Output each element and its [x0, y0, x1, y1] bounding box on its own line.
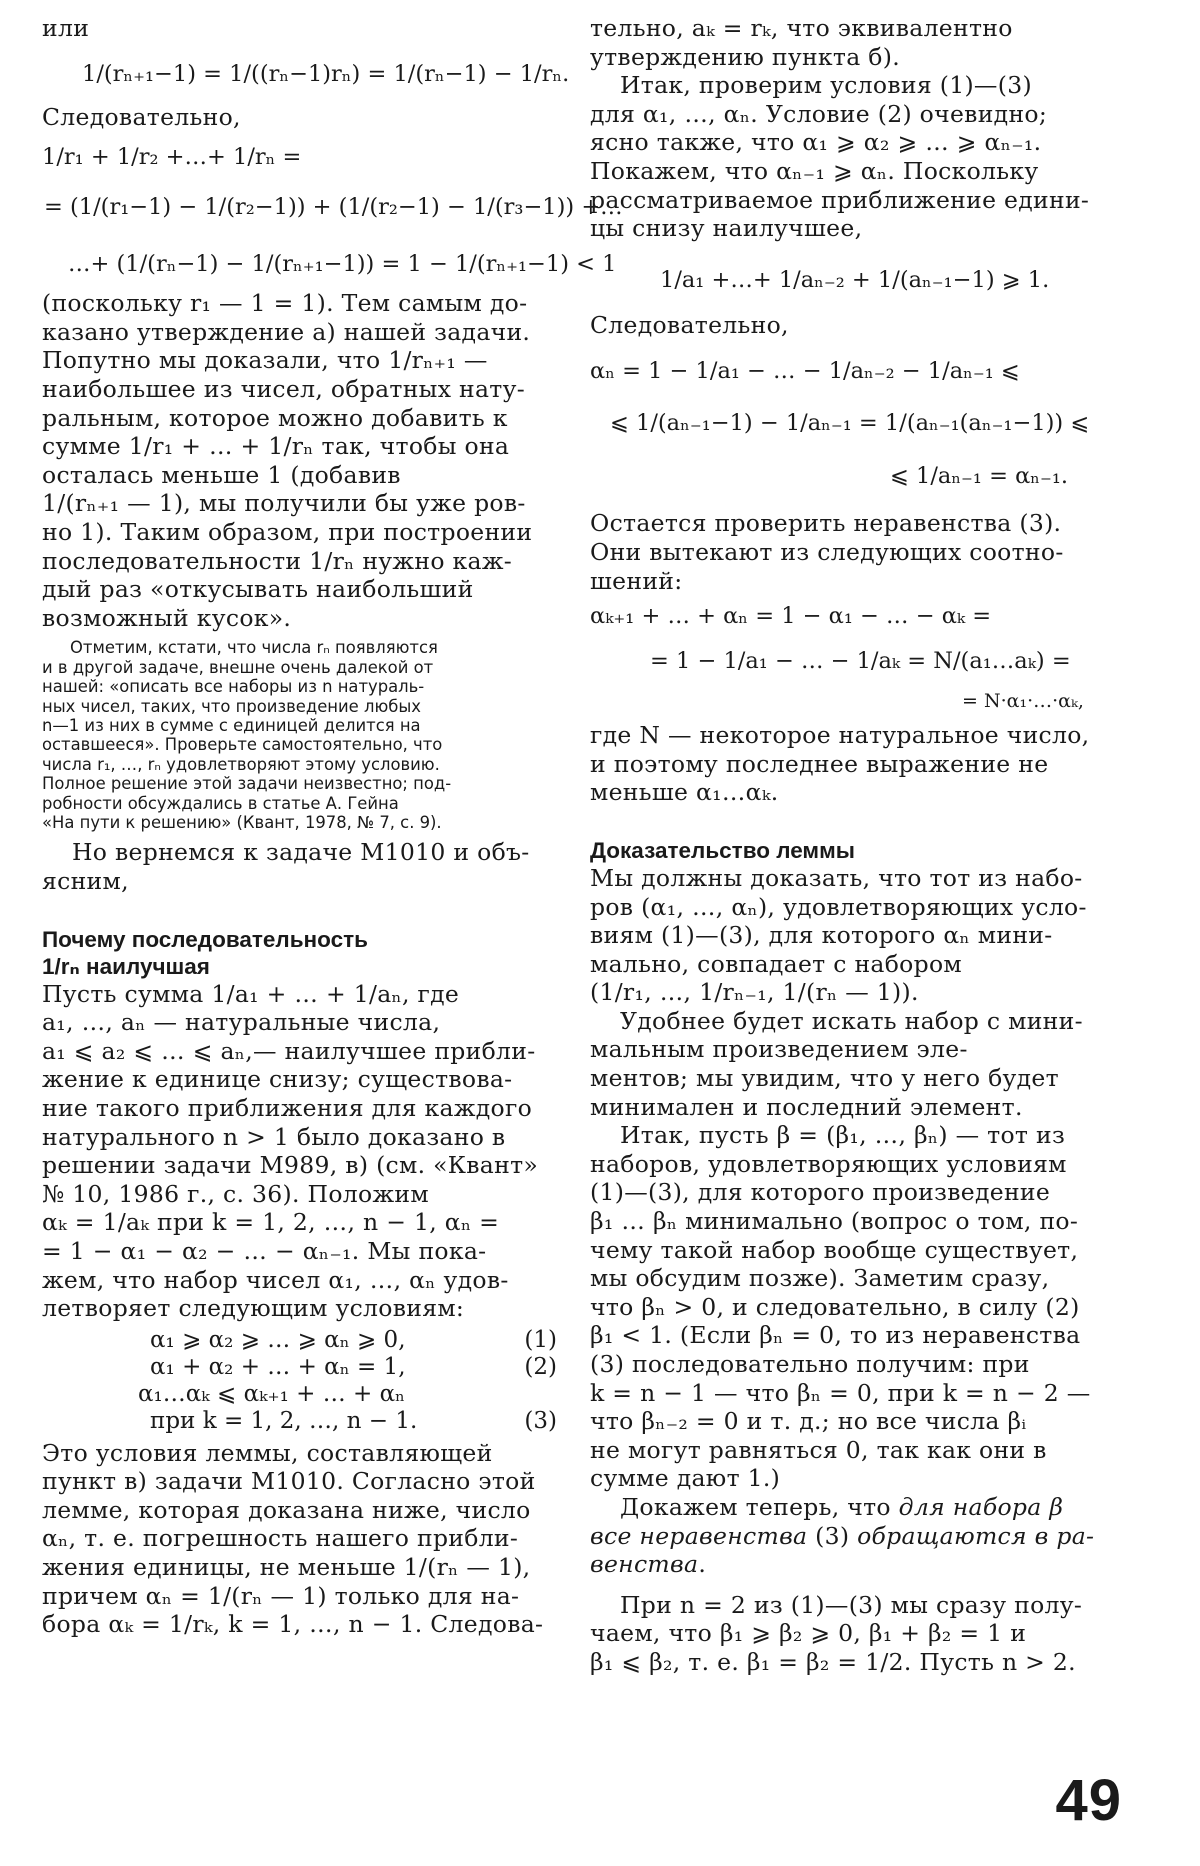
- paragraph-eto-usloviya: Это условия леммы, составляющей пункт в) задачи М1010. Согласно этой лемме, которая доказана ниже, число αₙ, т. е. погрешность нашего прибли- жения единицы, не меньше 1/(rₙ — 1), причем αₙ = 1/(rₙ — 1) только для на- бора αₖ = 1/rₖ, k = 1, …, n − 1. Следова-: [42, 1438, 544, 1639]
- left-column: [42, 14, 623, 1639]
- paragraph-pri-n2: При n = 2 из (1)—(3) мы сразу полу- чаем, что β₁ ⩾ β₂ ⩾ 0, β₁ + β₂ = 1 и β₁ ⩽ β₂, т. е. β₁ = β₂ = 1/2. Пусть n > 2.: [590, 1590, 1083, 1676]
- section-heading-lemma-proof: Доказательство леммы: [590, 837, 855, 863]
- formula-9: αₖ₊₁ + … + αₙ = 1 − α₁ − … − αₖ =: [590, 603, 992, 630]
- text-ili: или: [42, 14, 90, 42]
- paragraph-dokazhem: [590, 1493, 1112, 1579]
- condition-3-text-b: при k = 1, 2, …, n − 1.: [150, 1407, 418, 1434]
- note-paragraph: Отметим, кстати, что числа rₙ появляются и в другой задаче, внешне очень далекой от нашей: «описать все наборы из n натураль- ных чисел, таких, что произведение любых n—1 из них в сумме с единицей делится на оставшееся». Проверьте самостоятельно, что числа r₁, …, rₙ удовлетворяют этому условию. Полное решение этой задачи неизвестно; под- робности обсуждались в статье А. Гейна «На пути к решению» (Квант, 1978, № 7, с. 9).: [42, 638, 452, 832]
- condition-2-number: (2): [524, 1353, 557, 1380]
- paragraph-itak-pust: Итак, пусть β = (β₁, …, βₙ) — тот из наборов, удовлетворяющих условиям (1)—(3), для которого произведение β₁ … βₙ минимально (вопрос о том, по- чему такой набор вообще существует, мы обсудим позже). Заметим сразу, что βₙ > 0, и следовательно, в силу (2) β₁ < 1. (Если βₙ = 0, то из неравенства (3) последовательно получим: при k = n − 1 — что βₙ = 0, при k = n − 2 — что βₙ₋₂ = 0 и т. д.; но все числа βᵢ не могут равняться 0, так как они в сумме дают 1.): [590, 1121, 1091, 1493]
- condition-2: [42, 1354, 557, 1381]
- formula-8: ⩽ 1/aₙ₋₁ = αₙ₋₁.: [890, 462, 1069, 489]
- paragraph-ostaetsya: Остается проверить неравенства (3). Они вытекают из следующих соотно- шений:: [590, 509, 1064, 595]
- condition-3-text-a: α₁…αₖ ⩽ αₖ₊₁ + … + αₙ: [138, 1380, 406, 1407]
- formula-10: = 1 − 1/a₁ − … − 1/aₖ = N/(a₁…aₖ) =: [650, 647, 1071, 674]
- paragraph-pust: Пусть сумма 1/a₁ + … + 1/aₙ, где a₁, …, aₙ — натуральные числа, a₁ ⩽ a₂ ⩽ … ⩽ aₙ,— наилучшее прибли- жение к единице снизу; существова- ние такого приближения для каждого натурального n > 1 было доказано в решении задачи М989, в) (см. «Квант» № 10, 1986 г., с. 36). Положим αₖ = 1/aₖ при k = 1, 2, …, n − 1, αₙ = = 1 − α₁ − α₂ − … − αₙ₋₁. Мы пока- жем, что набор чисел α₁, …, αₙ удов- летворяет следующим условиям:: [42, 979, 539, 1323]
- condition-3-number: (3): [524, 1407, 557, 1434]
- dokazhem-italic-d: обращаются в ра- венства: [590, 1521, 1095, 1579]
- formula-5: 1/a₁ +…+ 1/aₙ₋₂ + 1/(aₙ₋₁−1) ⩾ 1.: [660, 266, 1050, 293]
- formula-3: = (1/(r₁−1) − 1/(r₂−1)) + (1/(r₂−1) − 1/(r₃−1)) +…: [44, 194, 623, 221]
- text-sledovatelno-right: Следовательно,: [590, 311, 789, 340]
- formula-4: …+ (1/(rₙ−1) − 1/(rₙ₊₁−1)) = 1 − 1/(rₙ₊₁−1) < 1: [68, 250, 617, 277]
- condition-3-line-a: [42, 1381, 557, 1408]
- right-column: [590, 14, 1112, 1677]
- text-sledovatelno: Следовательно,: [42, 103, 241, 132]
- dokazhem-italic-b: для набора β все неравенства: [590, 1492, 1064, 1550]
- paragraph-my-dolzhny: Мы должны доказать, что тот из набо- ров (α₁, …, αₙ), удовлетворяющих усло- виям (1)—(3), для которого αₙ мини- мально, совпадает с набором (1/r₁, …, 1/rₙ₋₁, 1/(rₙ — 1)).: [590, 863, 1087, 1007]
- formula-11: = N·α₁·…·αₖ,: [962, 690, 1084, 713]
- paragraph-poskolku: (поскольку r₁ — 1 = 1). Тем самым до- казано утверждение а) нашей задачи. Попутно мы доказали, что 1/rₙ₊₁ — наибольшее из чисел, обратных нату- ральным, которое можно добавить к сумме 1/r₁ + … + 1/rₙ так, чтобы она осталась меньше 1 (добавив 1/(rₙ₊₁ — 1), мы получили бы уже ров- но 1). Таким образом, при построении последовательности 1/rₙ нужно каж- дый раз «откусывать наибольший возможный кусок».: [42, 289, 533, 632]
- condition-1: [42, 1327, 557, 1354]
- section-heading-why-best: Почему последовательность 1/rₙ наилучшая: [42, 926, 368, 979]
- paragraph-itak-proverim: Итак, проверим условия (1)—(3) для α₁, …, αₙ. Условие (2) очевидно; ясно также, что α₁ ⩾ α₂ ⩾ … ⩾ αₙ₋₁. Покажем, что αₙ₋₁ ⩾ αₙ. Поскольку рассматриваемое приближение едини- цы снизу наилучшее,: [590, 71, 1090, 243]
- paragraph-udobnee: Удобнее будет искать набор с мини- мальным произведением эле- ментов; мы увидим, что у него будет минимален и последний элемент.: [590, 1006, 1083, 1121]
- paragraph-gde-n: где N — некоторое натуральное число, и поэтому последнее выражение не меньше α₁…αₖ.: [590, 721, 1090, 807]
- paragraph-top-right: тельно, aₖ = rₖ, что эквивалентно утверждению пункта б).: [590, 14, 1013, 71]
- page-number: 49: [1055, 1768, 1122, 1833]
- formula-1: 1/(rₙ₊₁−1) = 1/((rₙ−1)rₙ) = 1/(rₙ−1) − 1/rₙ.: [82, 60, 570, 87]
- condition-1-text: α₁ ⩾ α₂ ⩾ … ⩾ αₙ ⩾ 0,: [150, 1326, 406, 1353]
- condition-3-line-b: [42, 1408, 557, 1435]
- dokazhem-text-e: .: [698, 1550, 707, 1579]
- paragraph-vernemsya: Но вернемся к задаче М1010 и объ- ясним,: [42, 838, 530, 895]
- condition-1-number: (1): [524, 1326, 557, 1353]
- formula-7: ⩽ 1/(aₙ₋₁−1) − 1/aₙ₋₁ = 1/(aₙ₋₁(aₙ₋₁−1)) ⩽: [610, 410, 1090, 437]
- formula-2: 1/r₁ + 1/r₂ +…+ 1/rₙ =: [42, 143, 302, 170]
- condition-2-text: α₁ + α₂ + … + αₙ = 1,: [150, 1353, 406, 1380]
- dokazhem-text-a: Докажем теперь, что: [620, 1492, 899, 1521]
- formula-6: αₙ = 1 − 1/a₁ − … − 1/aₙ₋₂ − 1/aₙ₋₁ ⩽: [590, 357, 1020, 384]
- dokazhem-text-c: (3): [807, 1521, 858, 1550]
